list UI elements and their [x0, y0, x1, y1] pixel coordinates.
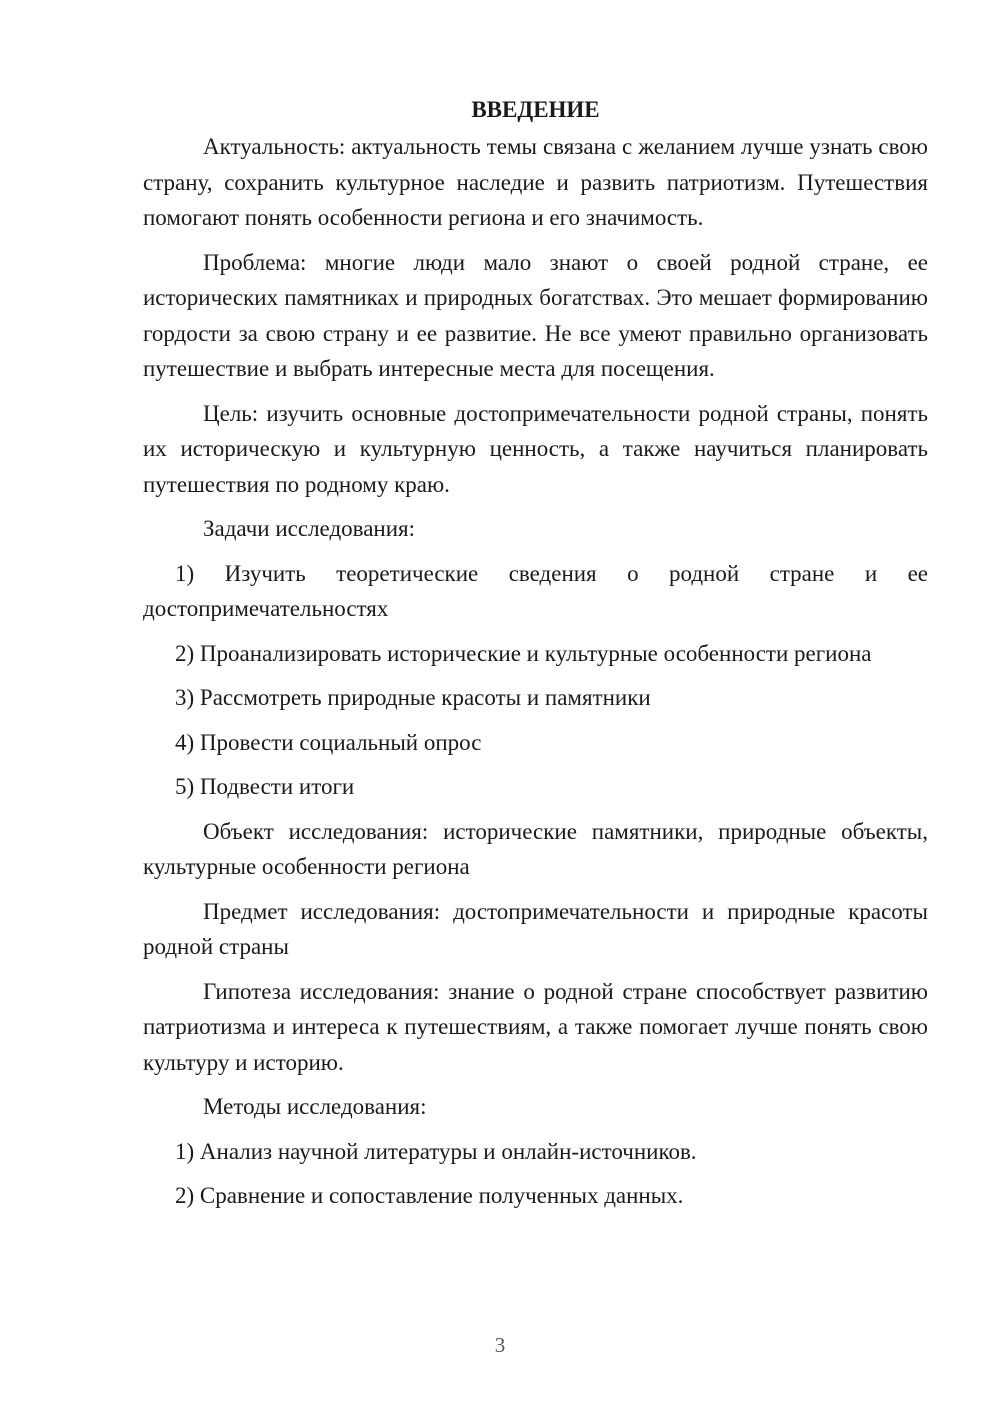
methods-heading: Методы исследования:	[203, 1094, 427, 1119]
relevance-paragraph: Актуальность: актуальность темы связана с желанием лучше узнать свою страну, сохранить культурное наследие и развить патриотизм. Путешествия помогают понять особенности региона и его значимость.	[143, 134, 928, 230]
task-item-2: 2) Проанализировать исторические и культурные особенности региона	[175, 640, 872, 666]
task-item-4: 4) Провести социальный опрос	[175, 729, 482, 755]
object-paragraph: Объект исследования: исторические памятники, природные объекты, культурные особенности региона	[143, 818, 928, 879]
goal-paragraph: Цель: изучить основные достопримечательности родной страны, понять их историческую и культурную ценность, а также научиться планировать путешествия по родному краю.	[143, 400, 928, 497]
tasks-heading: Задачи исследования:	[203, 516, 416, 541]
section-title: ВВЕДЕНИЕ	[471, 97, 600, 122]
page-number: 3	[494, 1333, 506, 1357]
task-item-5: 5) Подвести итоги	[175, 774, 355, 799]
hypothesis-paragraph: Гипотеза исследования: знание о родной стране способствует развитию патриотизма и интереса к путешествиям, а также помогает лучше понять свою культуру и историю.	[143, 978, 928, 1075]
task-item-3: 3) Рассмотреть природные красоты и памятники	[175, 685, 651, 710]
subject-paragraph: Предмет исследования: достопримечательности и природные красоты родной страны	[143, 898, 928, 959]
document-page	[143, 92, 928, 1223]
problem-paragraph: Проблема: многие люди мало знают о своей родной стране, ее исторических памятниках и природных богатствах. Это мешает формированию гордости за свою страну и ее развитие. Не все умеют правильно организовать путешествие и выбрать интересные места для посещения.	[143, 249, 928, 381]
task-item-1: 1) Изучить теоретические сведения о родной стране и ее достопримечательностях	[143, 560, 928, 621]
method-item-1: 1) Анализ научной литературы и онлайн-источников.	[175, 1138, 697, 1164]
method-item-2: 2) Сравнение и сопоставление полученных данных.	[175, 1183, 684, 1208]
